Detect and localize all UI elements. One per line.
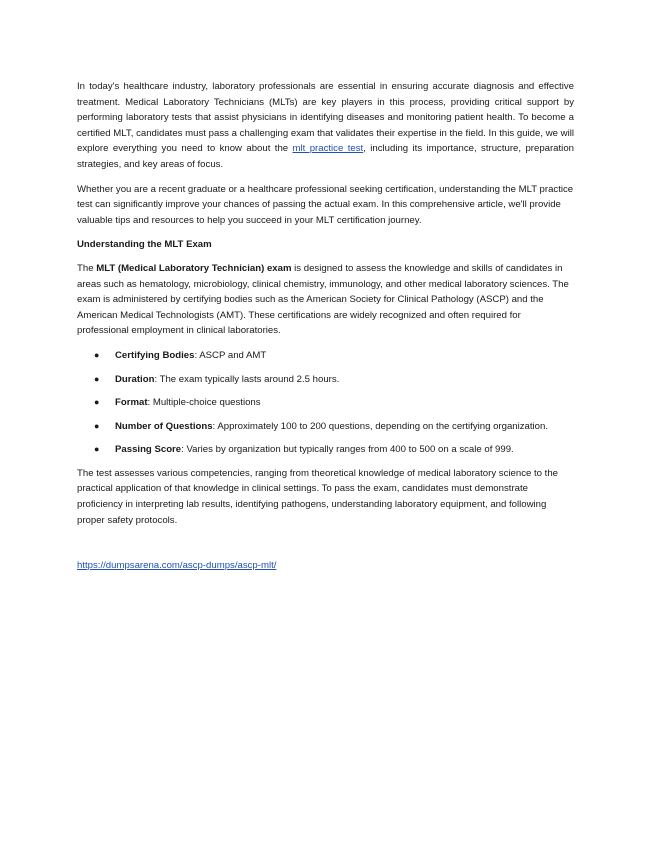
list-item: [77, 442, 574, 458]
list-item-text: : ASCP and AMT: [194, 349, 267, 361]
intro-text-before-link: In today's healthcare industry, laboratory professionals are essential in ensuring accurate diagnosis and effective treatment. Medical Laboratory Technicians (MLTs) are key players in this process, providing critical support by performing laboratory tests that assist physicians in identifying diseases and monitoring patient health. To become a certified MLT, candidates must pass a challenging exam that validates their expertise in the field. In this guide, we will explore everything you need to know about the: [77, 81, 574, 155]
bullet-icon: ●: [94, 373, 100, 384]
dumpsarena-url-link[interactable]: https://dumpsarena.com/ascp-dumps/ascp-mlt/: [77, 560, 277, 572]
exam-facts-list: [77, 348, 574, 458]
exam-desc-bold: MLT (Medical Laboratory Technician) exam: [96, 262, 292, 274]
list-item-label: Duration: [115, 373, 155, 385]
intro-paragraph: [77, 79, 574, 173]
competencies-paragraph: The test assesses various competencies, ranging from theoretical knowledge of medical laboratory science to the practical application of that knowledge in clinical settings. To pass the exam, candidates must demonstrate proficiency in interpreting lab results, identifying pathogens, understanding laboratory equipment, and following proper safety protocols.: [77, 467, 558, 526]
footer-link-line: [77, 558, 574, 574]
list-item-label: Passing Score: [115, 444, 182, 456]
list-item-text: : Varies by organization but typically ranges from 400 to 500 on a scale of 999.: [181, 444, 514, 456]
list-item-label: Certifying Bodies: [115, 349, 195, 361]
mlt-practice-test-link[interactable]: mlt practice test: [292, 143, 364, 155]
list-item-text: : The exam typically lasts around 2.5 hours.: [154, 373, 340, 385]
list-item-text: : Multiple-choice questions: [147, 397, 261, 409]
second-paragraph: Whether you are a recent graduate or a healthcare professional seeking certification, understanding the MLT practice test can significantly improve your chances of passing the actual exam. In this comprehensive article, we'll provide valuable tips and resources to help you succeed in your MLT certification journey.: [77, 183, 574, 226]
list-item-label: Number of Questions: [115, 420, 213, 432]
bullet-icon: ●: [94, 444, 100, 455]
exam-desc-pre: The: [77, 262, 97, 274]
list-item: [77, 419, 574, 435]
bullet-icon: ●: [94, 349, 100, 360]
list-item: [77, 372, 574, 388]
exam-desc-post: is designed to assess the knowledge and skills of candidates in areas such as hematology, microbiology, clinical chemistry, immunology, and other medical laboratory sciences. The exam is administered by certifying bodies such as the American Society for Clinical Pathology (ASCP) and the American Medical Technologists (AMT). These certifications are widely recognized and often required for professional employment in clinical laboratories.: [77, 262, 569, 337]
list-item-text: : Approximately 100 to 200 questions, depending on the certifying organization.: [212, 420, 549, 432]
section-heading: Understanding the MLT Exam: [77, 239, 212, 251]
bullet-icon: ●: [94, 420, 100, 431]
list-item: [77, 395, 574, 411]
intro-text-after-link: , including its importance, structure, preparation strategies, and key areas of focus.: [77, 143, 574, 170]
document-body: [77, 79, 574, 583]
list-item-label: Format: [115, 397, 148, 409]
bullet-icon: ●: [94, 397, 100, 408]
exam-description-paragraph: [77, 261, 574, 339]
list-item: [77, 348, 574, 364]
